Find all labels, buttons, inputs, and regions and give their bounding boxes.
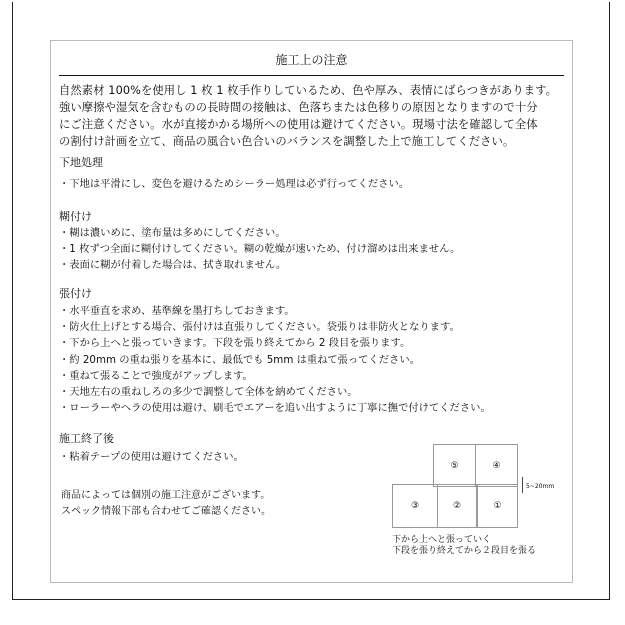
list-item: ・粘着テープの使用は避けてください。	[59, 451, 244, 463]
dimension-label: 5~20mm	[526, 483, 555, 490]
list-item: ・水平垂直を求め、基準線を墨打ちしておきます。	[59, 305, 295, 317]
tile: ①	[477, 484, 518, 528]
section-heading: 糊付け	[59, 210, 92, 223]
section-heading: 下地処理	[59, 156, 103, 169]
intro-line: の割付け計画を立て、商品の風合い色合いのバランスを調整した上で施工してください。	[59, 135, 515, 148]
list-item: ・糊は濃いめに、塗布量は多めにしてください。	[59, 227, 286, 239]
section-list	[59, 225, 460, 274]
list-item: ・約 20mm の重ね張りを基本に、最低でも 5mm は重ねて張ってください。	[59, 353, 420, 366]
tile: ⑤	[433, 444, 476, 487]
note-text	[61, 488, 271, 520]
tile: ②	[437, 484, 477, 528]
section-heading: 施工終了後	[59, 432, 114, 445]
section-list	[59, 303, 491, 416]
tile: ③	[392, 484, 438, 528]
section-heading: 張付け	[59, 287, 92, 300]
intro-line: 自然素材 100%を使用し 1 枚 1 枚手作りしているため、色や厚み、表情にばらつきがあります。	[59, 84, 558, 97]
note-line: スペック情報下部も合わせてご確認ください。	[61, 506, 271, 518]
list-item: ・重ねて張ることで強度がアップします。	[59, 369, 253, 382]
list-item: ・表面に糊が付着した場合は、拭き取れません。	[59, 259, 287, 272]
list-item: ・下地は平滑にし、変色を避けるためシーラー処理は必ず行ってください。	[59, 178, 410, 190]
list-item: ・ローラーやヘラの使用は避け、刷毛でエアーを追い出すように丁寧に撫で付けてください。	[59, 402, 491, 415]
intro-line: 強い摩擦や湿気を含むものの長時間の接触は、色落ちまたは色移りの原因となりますので十分	[59, 101, 538, 114]
dimension-marker	[522, 477, 523, 493]
caption-line: 下段を張り終えてから２段目を張る	[392, 546, 537, 556]
intro-text	[59, 82, 557, 150]
caption-line: 下から上へと張っていく	[392, 535, 492, 545]
list-item: ・下から上へと張っていきます。下段を張り終えてから 2 段目を張ります。	[59, 337, 411, 350]
list-item: ・防火仕上げとする場合、張付けは直張りしてください。袋張りは非防火となります。	[59, 321, 460, 334]
list-item: ・天地左右の重ねしろの多少で調整して全体を納めてください。	[59, 386, 358, 399]
diagram-caption	[392, 535, 536, 557]
caution-panel	[50, 40, 573, 583]
intro-line: にご注意ください。水が直接かかる場所への使用は避けてください。現場寸法を確認して全体	[59, 118, 538, 131]
list-item: ・1 枚ずつ全面に糊付けしてください。糊の乾燥が速いため、付け溜めは出来ません。	[59, 243, 461, 256]
tile: ④	[475, 444, 518, 487]
page-title: 施工上の注意	[59, 51, 564, 76]
note-line: 商品によっては個別の施工注意がございます。	[61, 490, 271, 501]
